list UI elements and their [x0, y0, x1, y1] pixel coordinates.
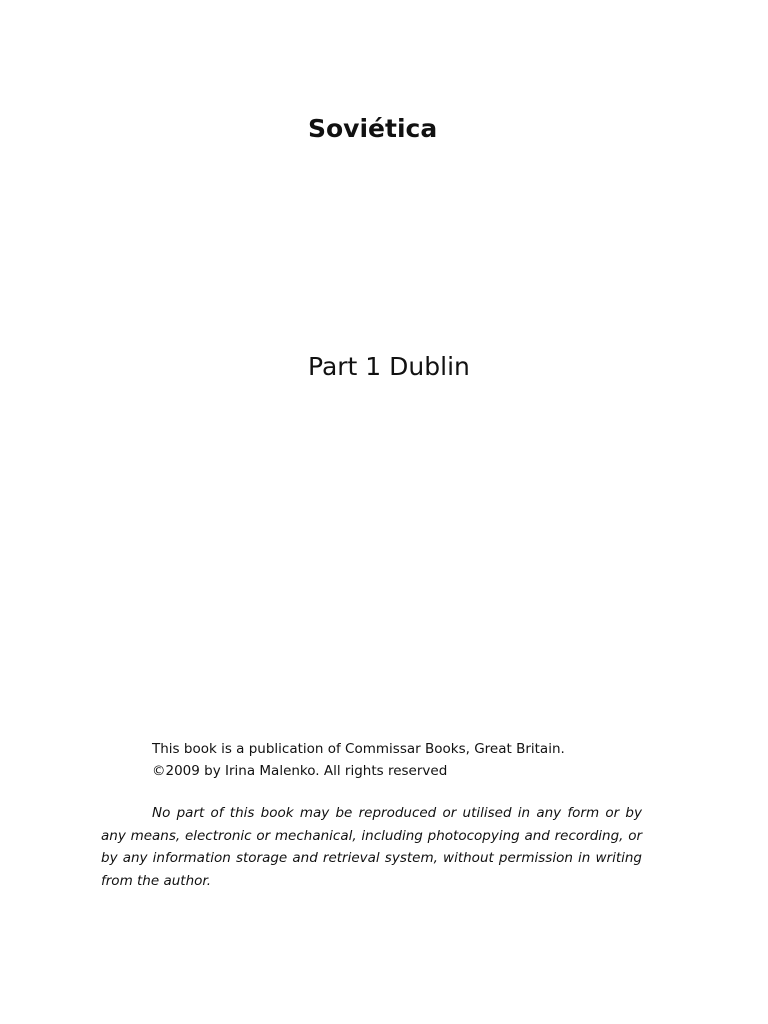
publication-line: This book is a publication of Commissar Books, Great Britain.: [152, 741, 565, 757]
part-heading: Part 1 Dublin: [308, 352, 470, 381]
copyright-line: ©2009 by Irina Malenko. All rights reserved: [152, 763, 448, 779]
publication-info: [152, 738, 565, 782]
rights-notice: No part of this book may be reproduced or utilised in any form or by any means, electronic or mechanical, including photocopying and recording, or by any information storage and retrieval system, without permission in writing from the author.: [101, 805, 642, 889]
book-title: Soviética: [308, 114, 438, 143]
